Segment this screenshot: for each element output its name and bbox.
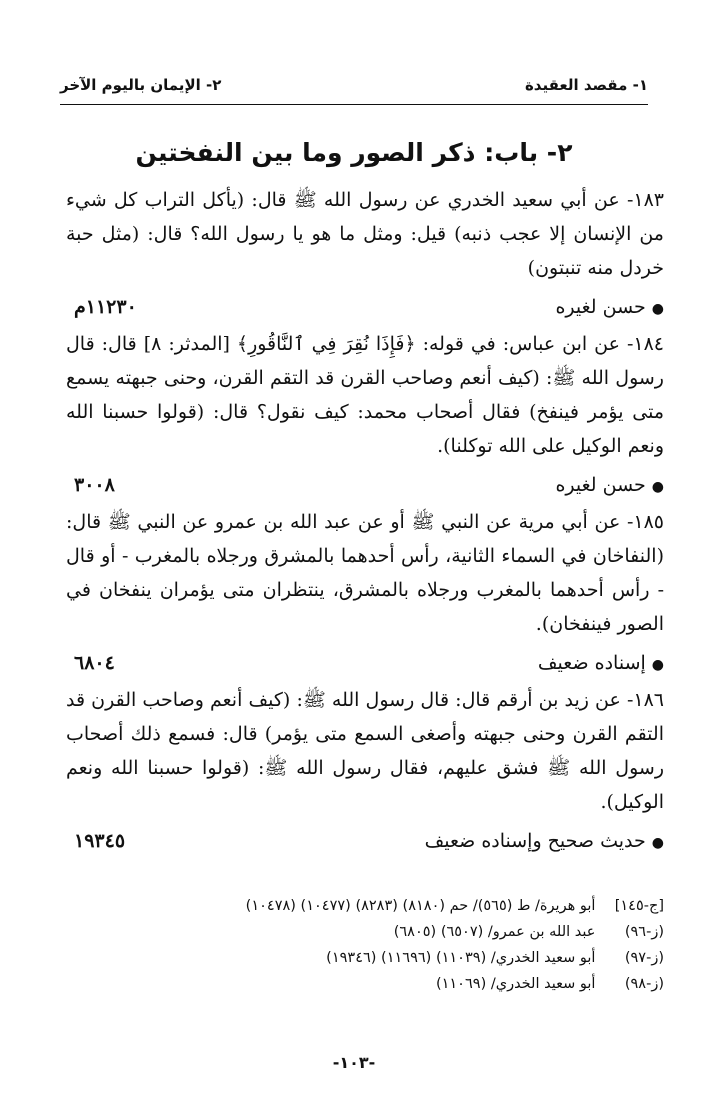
grade-line — [66, 645, 664, 681]
grade-line — [66, 823, 664, 859]
bullet-icon: ● — [651, 479, 664, 495]
grade-label — [555, 467, 664, 505]
reference-number: ١٩٣٤٥ — [74, 830, 126, 852]
grade-label — [538, 645, 664, 683]
reference-number: ١١٢٣٠م — [74, 296, 137, 318]
header-section-title: ١- مقصد العقيدة — [524, 76, 648, 94]
grade-line — [66, 289, 664, 325]
footnote-text: أبو هريرة/ ط (٥٦٥)/ حم (٨١٨٠) (٨٢٨٣) (١٠٤٧٧) (١٠٤٧٨) — [245, 898, 596, 914]
hadith-text: ١٨٣- عن أبي سعيد الخدري عن رسول الله ﷺ قال: (يأكل التراب كل شيء من الإنسان إلا عجب ذنبه) قيل: ومثل ما هو يا رسول الله؟ قال: (مثل حبة خردل منه تنبتون) — [66, 189, 664, 279]
page-number: -١٠٣- — [332, 1053, 376, 1072]
hadith-text: ١٨٥- عن أبي مرية عن النبي ﷺ أو عن عبد الله بن عمرو عن النبي ﷺ قال: (النفاخان في السماء الثانية، رأس أحدهما بالمشرق ورجلاه بالمغرب - أو قال - رأس أحدهما بالمغرب ورجلاه بالمشرق، ينتظران متى يؤمران ينفخان في الصور فينفخان). — [66, 511, 664, 635]
grade-text: حسن لغيره — [555, 474, 646, 496]
reference-number: ٣٠٠٨ — [74, 474, 115, 496]
bullet-icon: ● — [651, 657, 664, 673]
running-header — [60, 76, 648, 100]
footnotes — [140, 893, 664, 997]
footnote-line — [140, 919, 664, 945]
hadith-entry-184 — [66, 327, 664, 503]
header-chapter-title: ٢- الإيمان باليوم الآخر — [60, 76, 222, 94]
grade-label — [555, 289, 664, 327]
footnote-code: [ج-١٤٥] — [614, 898, 664, 914]
bullet-icon: ● — [651, 301, 664, 317]
footnote-code: (ز-٩٧) — [624, 950, 664, 966]
hadith-list — [66, 183, 664, 861]
footnote-line — [140, 971, 664, 997]
footnote-text: أبو سعيد الخدري/ (١١٠٣٩) (١١٦٩٦) (١٩٣٤٦) — [326, 950, 596, 966]
grade-line — [66, 467, 664, 503]
hadith-entry-185 — [66, 505, 664, 681]
footnote-text: أبو سعيد الخدري/ (١١٠٦٩) — [435, 976, 596, 992]
footnote-code: (ز-٩٦) — [624, 924, 664, 940]
hadith-entry-183 — [66, 183, 664, 325]
footnote-line — [140, 893, 664, 919]
hadith-text: ١٨٤- عن ابن عباس: في قوله: ﴿فَإِذَا نُقِرَ فِي ٱلنَّاقُورِ﴾ [المدثر: ٨] قال: قال رسول الله ﷺ: (كيف أنعم وصاحب القرن قد التقم القرن، وحنى جبهته يسمع متى يؤمر فينفخ) فقال أصحاب محمد: كيف نقول؟ قال: (قولوا حسبنا الله ونعم الوكيل على الله توكلنا). — [66, 333, 665, 457]
footnote-code: (ز-٩٨) — [624, 976, 664, 992]
grade-text: إسناده ضعيف — [537, 652, 646, 674]
hadith-entry-186 — [66, 683, 664, 859]
grade-text: حسن لغيره — [555, 296, 646, 318]
reference-number: ٦٨٠٤ — [74, 652, 115, 674]
hadith-text: ١٨٦- عن زيد بن أرقم قال: قال رسول الله ﷺ: (كيف أنعم وصاحب القرن قد التقم القرن وحنى جبهته وأصغى السمع متى يؤمر) قال: فسمع ذلك أصحاب رسول الله ﷺ فشق عليهم، فقال رسول الله ﷺ: (قولوا حسبنا الله ونعم الوكيل). — [66, 689, 664, 813]
header-divider — [60, 104, 648, 105]
footnote-text: عبد الله بن عمرو/ (٦٥٠٧) (٦٨٠٥) — [393, 924, 596, 940]
grade-text: حديث صحيح وإسناده ضعيف — [424, 830, 646, 852]
grade-label — [425, 823, 664, 861]
footnote-line — [140, 945, 664, 971]
chapter-title: ٢- باب: ذكر الصور وما بين النفختين — [135, 138, 573, 167]
bullet-icon: ● — [651, 835, 664, 851]
